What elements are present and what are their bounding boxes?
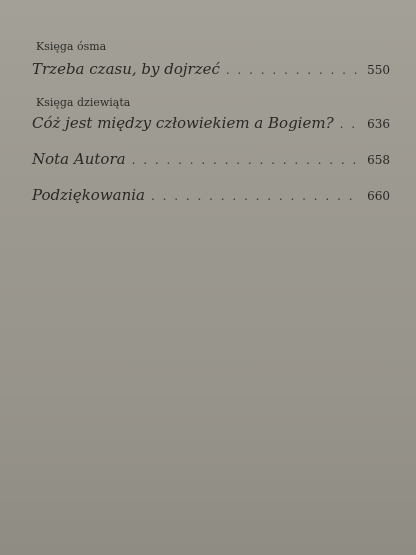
toc-entry	[32, 114, 390, 134]
toc-entry-title: Trzeba czasu, by dojrzeć	[32, 60, 220, 78]
toc-entry-title: Podziękowania	[32, 186, 145, 204]
toc-entry	[32, 60, 390, 80]
toc-leader-dots	[226, 63, 361, 77]
toc-entry-page: 658	[367, 153, 390, 167]
toc-entry-title: Nota Autora	[32, 150, 126, 168]
toc-entry-page: 636	[367, 117, 390, 131]
toc-entry-page: 660	[367, 189, 390, 203]
toc-entry-title: Cóż jest między człowiekiem a Bogiem?	[32, 114, 334, 132]
toc-entry	[32, 186, 390, 206]
toc-leader-dots	[132, 153, 362, 167]
toc-leader-dots	[151, 189, 361, 203]
toc-entry	[32, 150, 390, 170]
book-label-8: Księga ósma	[36, 40, 107, 53]
book-label-9: Księga dziewiąta	[36, 96, 131, 109]
toc-entry-page: 550	[367, 63, 390, 77]
toc-leader-dots	[340, 117, 361, 131]
